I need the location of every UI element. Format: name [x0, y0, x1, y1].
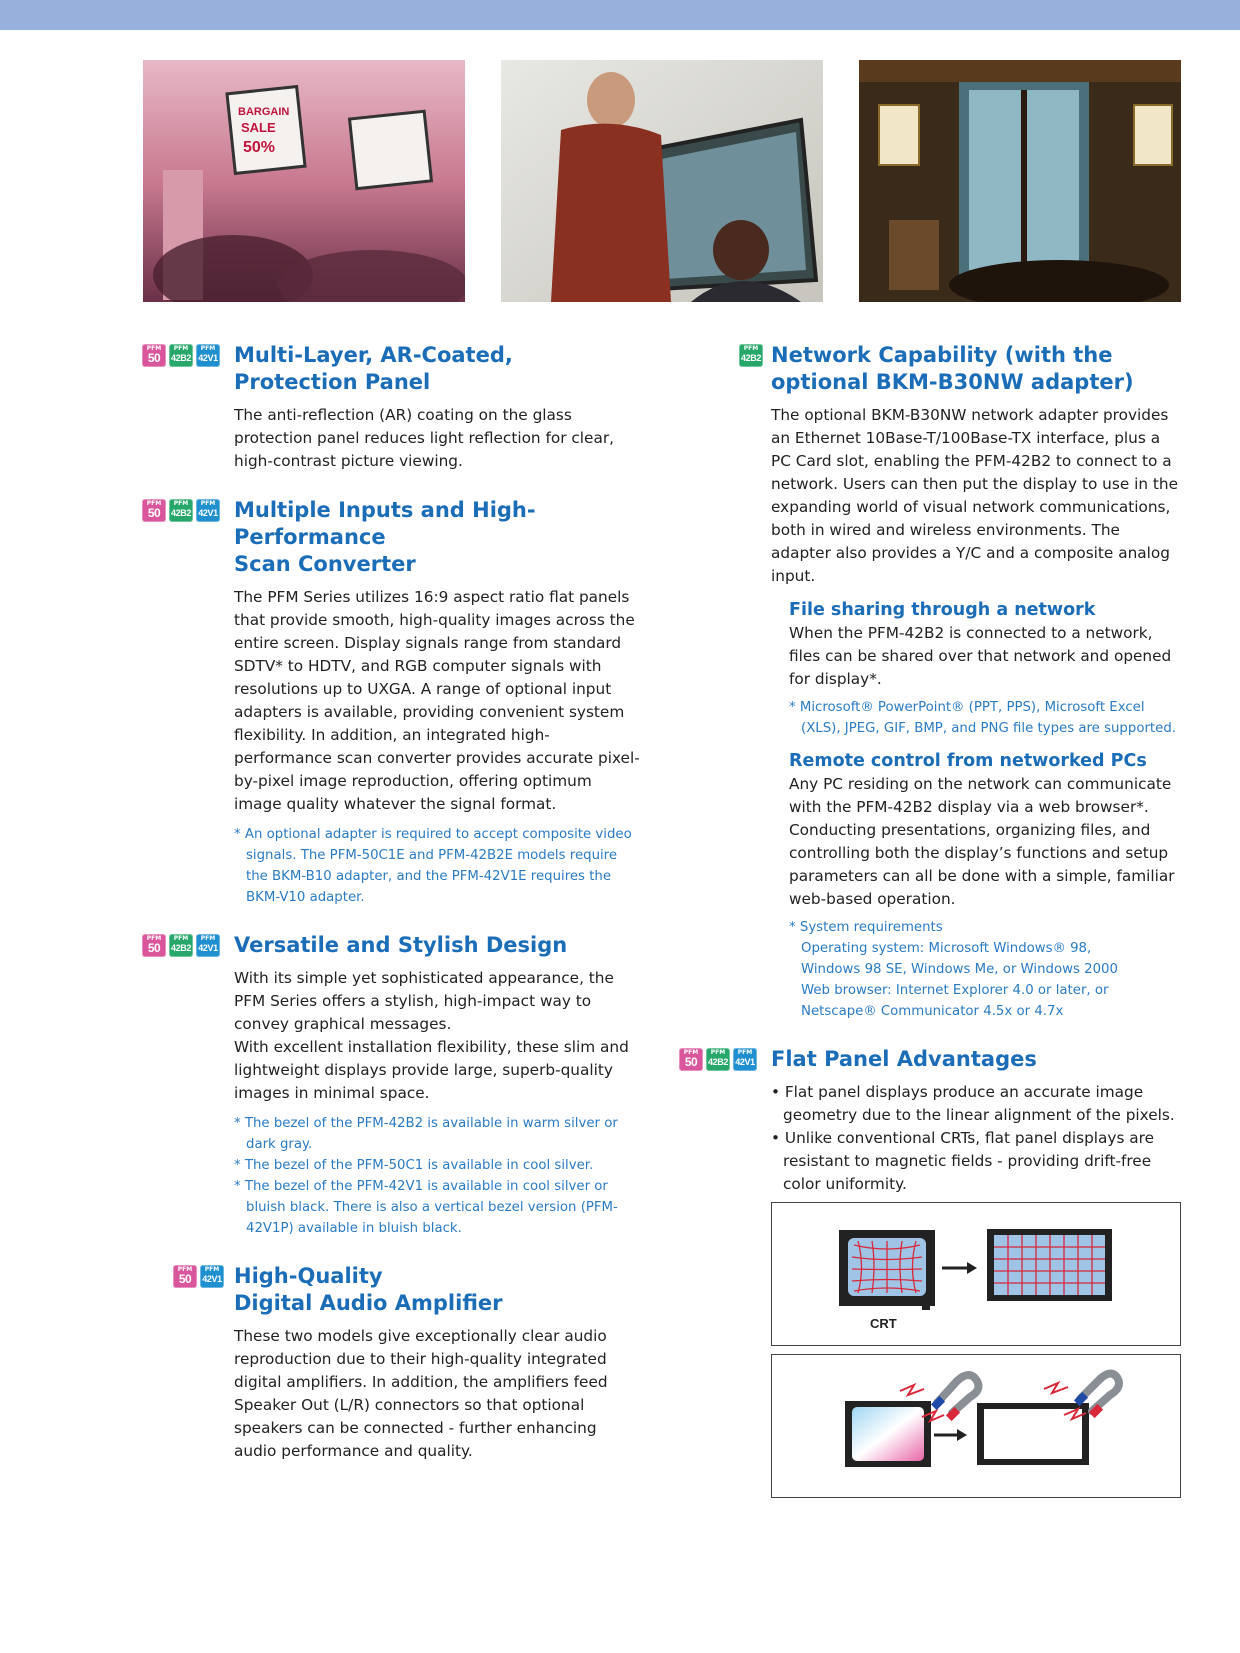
- sign-text-bargain: BARGAIN: [238, 106, 290, 118]
- model-badges: [173, 1265, 224, 1288]
- crt-label: CRT: [870, 1316, 897, 1331]
- subsection-body: When the PFM-42B2 is connected to a network, files can be shared over that network and opened for display*.: [789, 624, 1172, 688]
- model-badges: [142, 934, 220, 957]
- model-badges: [142, 344, 220, 367]
- badge-pfm-50: PFM 50: [142, 499, 166, 522]
- section-body: These two models give exceptionally clear audio reproduction due to their high-quality integrated digital amplifiers. In addition, the amplifiers feed Speaker Out (L/R) connectors so that optional speakers can be connected - further enhancing audio performance and quality.: [234, 1327, 608, 1460]
- section-title: Versatile and Stylish Design: [234, 933, 568, 957]
- subsection-title: Remote control from networked PCs: [789, 751, 1147, 771]
- section-ar-coated-panel: [142, 342, 642, 473]
- top-header-bar: [0, 0, 1240, 30]
- subsection-remote-control: [789, 749, 1179, 1022]
- badge-pfm-50: PFM 50: [142, 344, 166, 367]
- footnote: * The bezel of the PFM-50C1 is available in cool silver.: [234, 1158, 594, 1173]
- section-body-1: With its simple yet sophisticated appearance, the PFM Series offers a stylish, high-impact way to convey graphical messages.: [234, 969, 614, 1033]
- sign-text-sale: SALE: [241, 120, 276, 135]
- section-body: The PFM Series utilizes 16:9 aspect ratio flat panels that provide smooth, high-quality images across the entire screen. Display signals range from standard SDTV* to HDTV, and RGB computer signals with resolutions up to UXGA. A range of optional input adapters is available, providing convenient system flexibility. In addition, an integrated high-performance scan converter provides accurate pixel-by-pixel image reproduction, offering optimum image quality whatever the signal format.: [234, 588, 640, 813]
- section-body-2: With excellent installation flexibility, these slim and lightweight displays provide large, superb-quality images in minimal space.: [234, 1038, 629, 1102]
- left-column: [142, 342, 642, 1487]
- badge-pfm-42v1: PFM 42V1: [200, 1265, 224, 1288]
- footnote: * An optional adapter is required to accept composite video signals. The PFM-50C1E and PFM-42B2E models require the BKM-B10 adapter, and the PFM-42V1E requires the BKM-V10 adapter.: [234, 827, 632, 905]
- list-item: • Unlike conventional CRTs, flat panel displays are resistant to magnetic fields - providing drift-free color uniformity.: [771, 1129, 1155, 1193]
- system-requirements-note: [789, 917, 1179, 1022]
- badge-pfm-50: PFM 50: [173, 1265, 197, 1288]
- sysreq-line: Netscape® Communicator 4.5x or 4.7x: [801, 1004, 1064, 1019]
- list-item: • Flat panel displays produce an accurate image geometry due to the linear alignment of the pixels.: [771, 1083, 1175, 1124]
- badge-pfm-42b2: PFM 42B2: [739, 344, 763, 367]
- section-scan-converter: [142, 497, 642, 908]
- restaurant-interior-photo: [859, 60, 1181, 302]
- section-body: The anti-reflection (AR) coating on the glass protection panel reduces light reflection for clear, high-contrast picture viewing.: [234, 406, 614, 470]
- sysreq-line: Windows 98 SE, Windows Me, or Windows 2000: [801, 962, 1118, 977]
- badge-pfm-42b2: PFM 42B2: [169, 499, 193, 522]
- sysreq-line: Operating system: Microsoft Windows® 98,: [801, 941, 1092, 956]
- diagram-geometry-comparison: [771, 1202, 1181, 1346]
- badge-pfm-50: PFM 50: [142, 934, 166, 957]
- subsection-title: File sharing through a network: [789, 600, 1096, 620]
- section-title: Network Capability (with the optional BKM-B30NW adapter): [771, 343, 1134, 394]
- badge-pfm-42v1: PFM 42V1: [196, 934, 220, 957]
- footnote: * Microsoft® PowerPoint® (PPT, PPS), Microsoft Excel (XLS), JPEG, GIF, BMP, and PNG file types are supported.: [789, 700, 1176, 736]
- badge-pfm-42v1: PFM 42V1: [733, 1048, 757, 1071]
- model-badges: [739, 344, 763, 367]
- diagram-magnetic-field: [771, 1354, 1181, 1498]
- magnet-icon: [931, 1375, 979, 1421]
- section-title: Multi-Layer, AR-Coated, Protection Panel: [234, 343, 513, 394]
- advantages-list: [771, 1081, 1179, 1196]
- section-title: Multiple Inputs and High-Performance Scan Converter: [234, 498, 536, 576]
- sign-text-percent: 50%: [243, 139, 276, 156]
- section-audio-amplifier: [142, 1263, 642, 1463]
- magnetic-field-icon: [1044, 1383, 1068, 1393]
- sysreq-line: Web browser: Internet Explorer 4.0 or later, or: [801, 983, 1109, 998]
- model-badges: [679, 1048, 757, 1071]
- sysreq-line: * System requirements: [789, 920, 943, 935]
- badge-pfm-42b2: PFM 42B2: [169, 344, 193, 367]
- footnote: * The bezel of the PFM-42V1 is available in cool silver or bluish black. There is also a vertical bezel version (PFM-42V1P) available in bluish black.: [234, 1179, 618, 1236]
- subsection-file-sharing: [789, 598, 1179, 739]
- footnote-group: [234, 1113, 642, 1239]
- badge-pfm-50: PFM 50: [679, 1048, 703, 1071]
- right-column: [679, 342, 1179, 1220]
- section-title: Flat Panel Advantages: [771, 1047, 1037, 1071]
- badge-pfm-42v1: PFM 42V1: [196, 344, 220, 367]
- presentation-meeting-photo: [501, 60, 823, 302]
- magnetic-field-icon: [900, 1385, 924, 1395]
- model-badges: [142, 499, 220, 522]
- section-stylish-design: [142, 932, 642, 1239]
- section-body: The optional BKM-B30NW network adapter provides an Ethernet 10Base-T/100Base-TX interface, plus a PC Card slot, enabling the PFM-42B2 to connect to a network. Users can then put the display to use in the expanding world of visual network communications, both in wired and wireless environments. The adapter also provides a Y/C and a composite analog input.: [771, 406, 1179, 585]
- section-title: High-Quality Digital Audio Amplifier: [234, 1264, 503, 1315]
- badge-pfm-42b2: PFM 42B2: [706, 1048, 730, 1071]
- footnote: * The bezel of the PFM-42B2 is available in warm silver or dark gray.: [234, 1116, 618, 1152]
- section-network-capability: [679, 342, 1179, 1022]
- retail-store-photo: [143, 60, 465, 302]
- subsection-body: Any PC residing on the network can communicate with the PFM-42B2 display via a web browser*. Conducting presentations, organizing files, and controlling both the display’s functions and setup parameters can all be done with a simple, familiar web-based operation.: [789, 775, 1175, 908]
- section-flat-panel-advantages: [679, 1046, 1179, 1196]
- badge-pfm-42v1: PFM 42V1: [196, 499, 220, 522]
- badge-pfm-42b2: PFM 42B2: [169, 934, 193, 957]
